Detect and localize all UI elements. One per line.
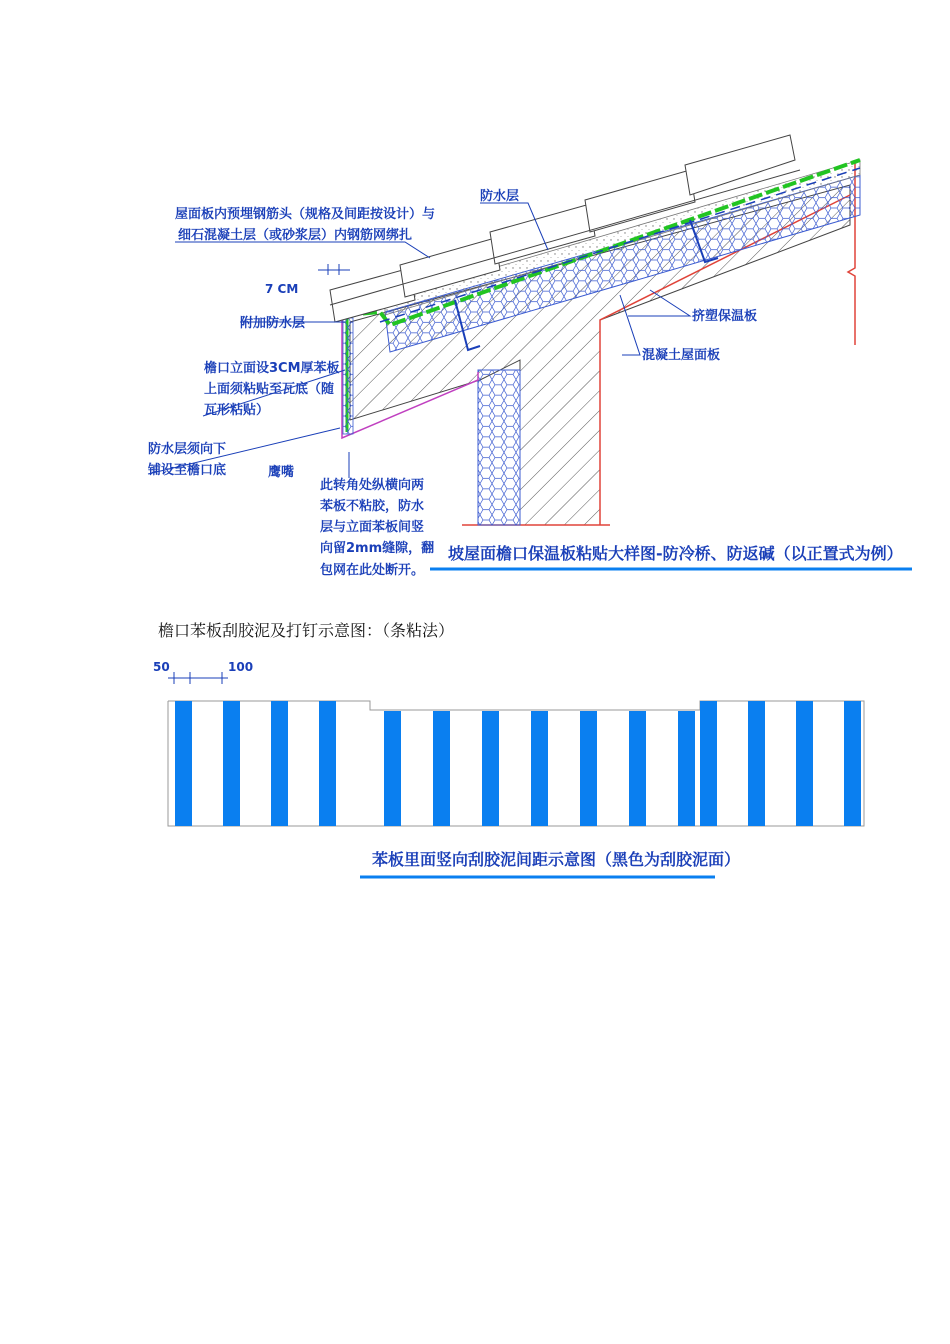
glue-stripe (319, 701, 336, 826)
glue-stripe (700, 701, 717, 826)
dim-50: 50 (153, 660, 170, 674)
label-rebar-line2: 细石混凝土层（或砂浆层）内钢筋网绑扎 (178, 228, 413, 243)
glue-stripe (482, 711, 499, 826)
dim-100: 100 (228, 660, 254, 674)
glue-stripe (384, 711, 401, 826)
section-heading: 檐口苯板刮胶泥及打钉示意图：（条粘法） (158, 621, 455, 640)
glue-stripe (271, 701, 288, 826)
glue-stripe (678, 711, 695, 826)
label-dim-7cm: 7 CM (265, 282, 299, 296)
label-xps-board: 挤塑保温板 (692, 309, 758, 324)
label-wp-down-line1: 防水层须向下 (148, 442, 227, 457)
label-eagle-beak: 鹰嘴 (268, 465, 295, 480)
glue-stripe (531, 711, 548, 826)
label-corner-line2: 苯板不粘胶，防水 (320, 499, 425, 514)
facade-board (343, 318, 353, 434)
label-corner-line5: 包网在此处断开。 (320, 563, 425, 578)
label-facade-line1: 檐口立面设3CM厚苯板 (204, 361, 340, 376)
glue-stripe (844, 701, 861, 826)
label-corner-line3: 层与立面苯板间竖 (320, 520, 425, 535)
label-concrete-slab: 混凝土屋面板 (642, 348, 721, 363)
glue-stripe (796, 701, 813, 826)
detail-title: 坡屋面檐口保温板粘贴大样图-防冷桥、防返碱（以正置式为例） (448, 544, 903, 563)
xps-wall (478, 370, 520, 525)
stripe-title: 苯板里面竖向刮胶泥间距示意图（黑色为刮胶泥面） (372, 850, 741, 869)
glue-stripe (629, 711, 646, 826)
glue-stripe (580, 711, 597, 826)
glue-stripe (433, 711, 450, 826)
label-extra-waterproof: 附加防水层 (240, 316, 306, 331)
label-corner-line4: 向留2mm缝隙，翻 (320, 541, 435, 556)
glue-stripe (748, 701, 765, 826)
label-waterproof-layer: 防水层 (480, 189, 520, 204)
glue-stripe (223, 701, 240, 826)
label-rebar-line1: 屋面板内预埋钢筋头（规格及间距按设计）与 (175, 207, 436, 222)
label-facade-line2: 上面须粘贴至瓦底（随 (204, 382, 335, 397)
eaves-detail (147, 135, 912, 578)
label-corner-line1: 此转角处纵横向两 (320, 478, 425, 493)
label-wp-down-line2: 铺设至檐口底 (148, 463, 227, 478)
stripe-diagram (153, 660, 864, 877)
glue-stripes (175, 701, 861, 826)
glue-stripe (175, 701, 192, 826)
label-facade-line3: 瓦形粘贴） (204, 403, 270, 418)
